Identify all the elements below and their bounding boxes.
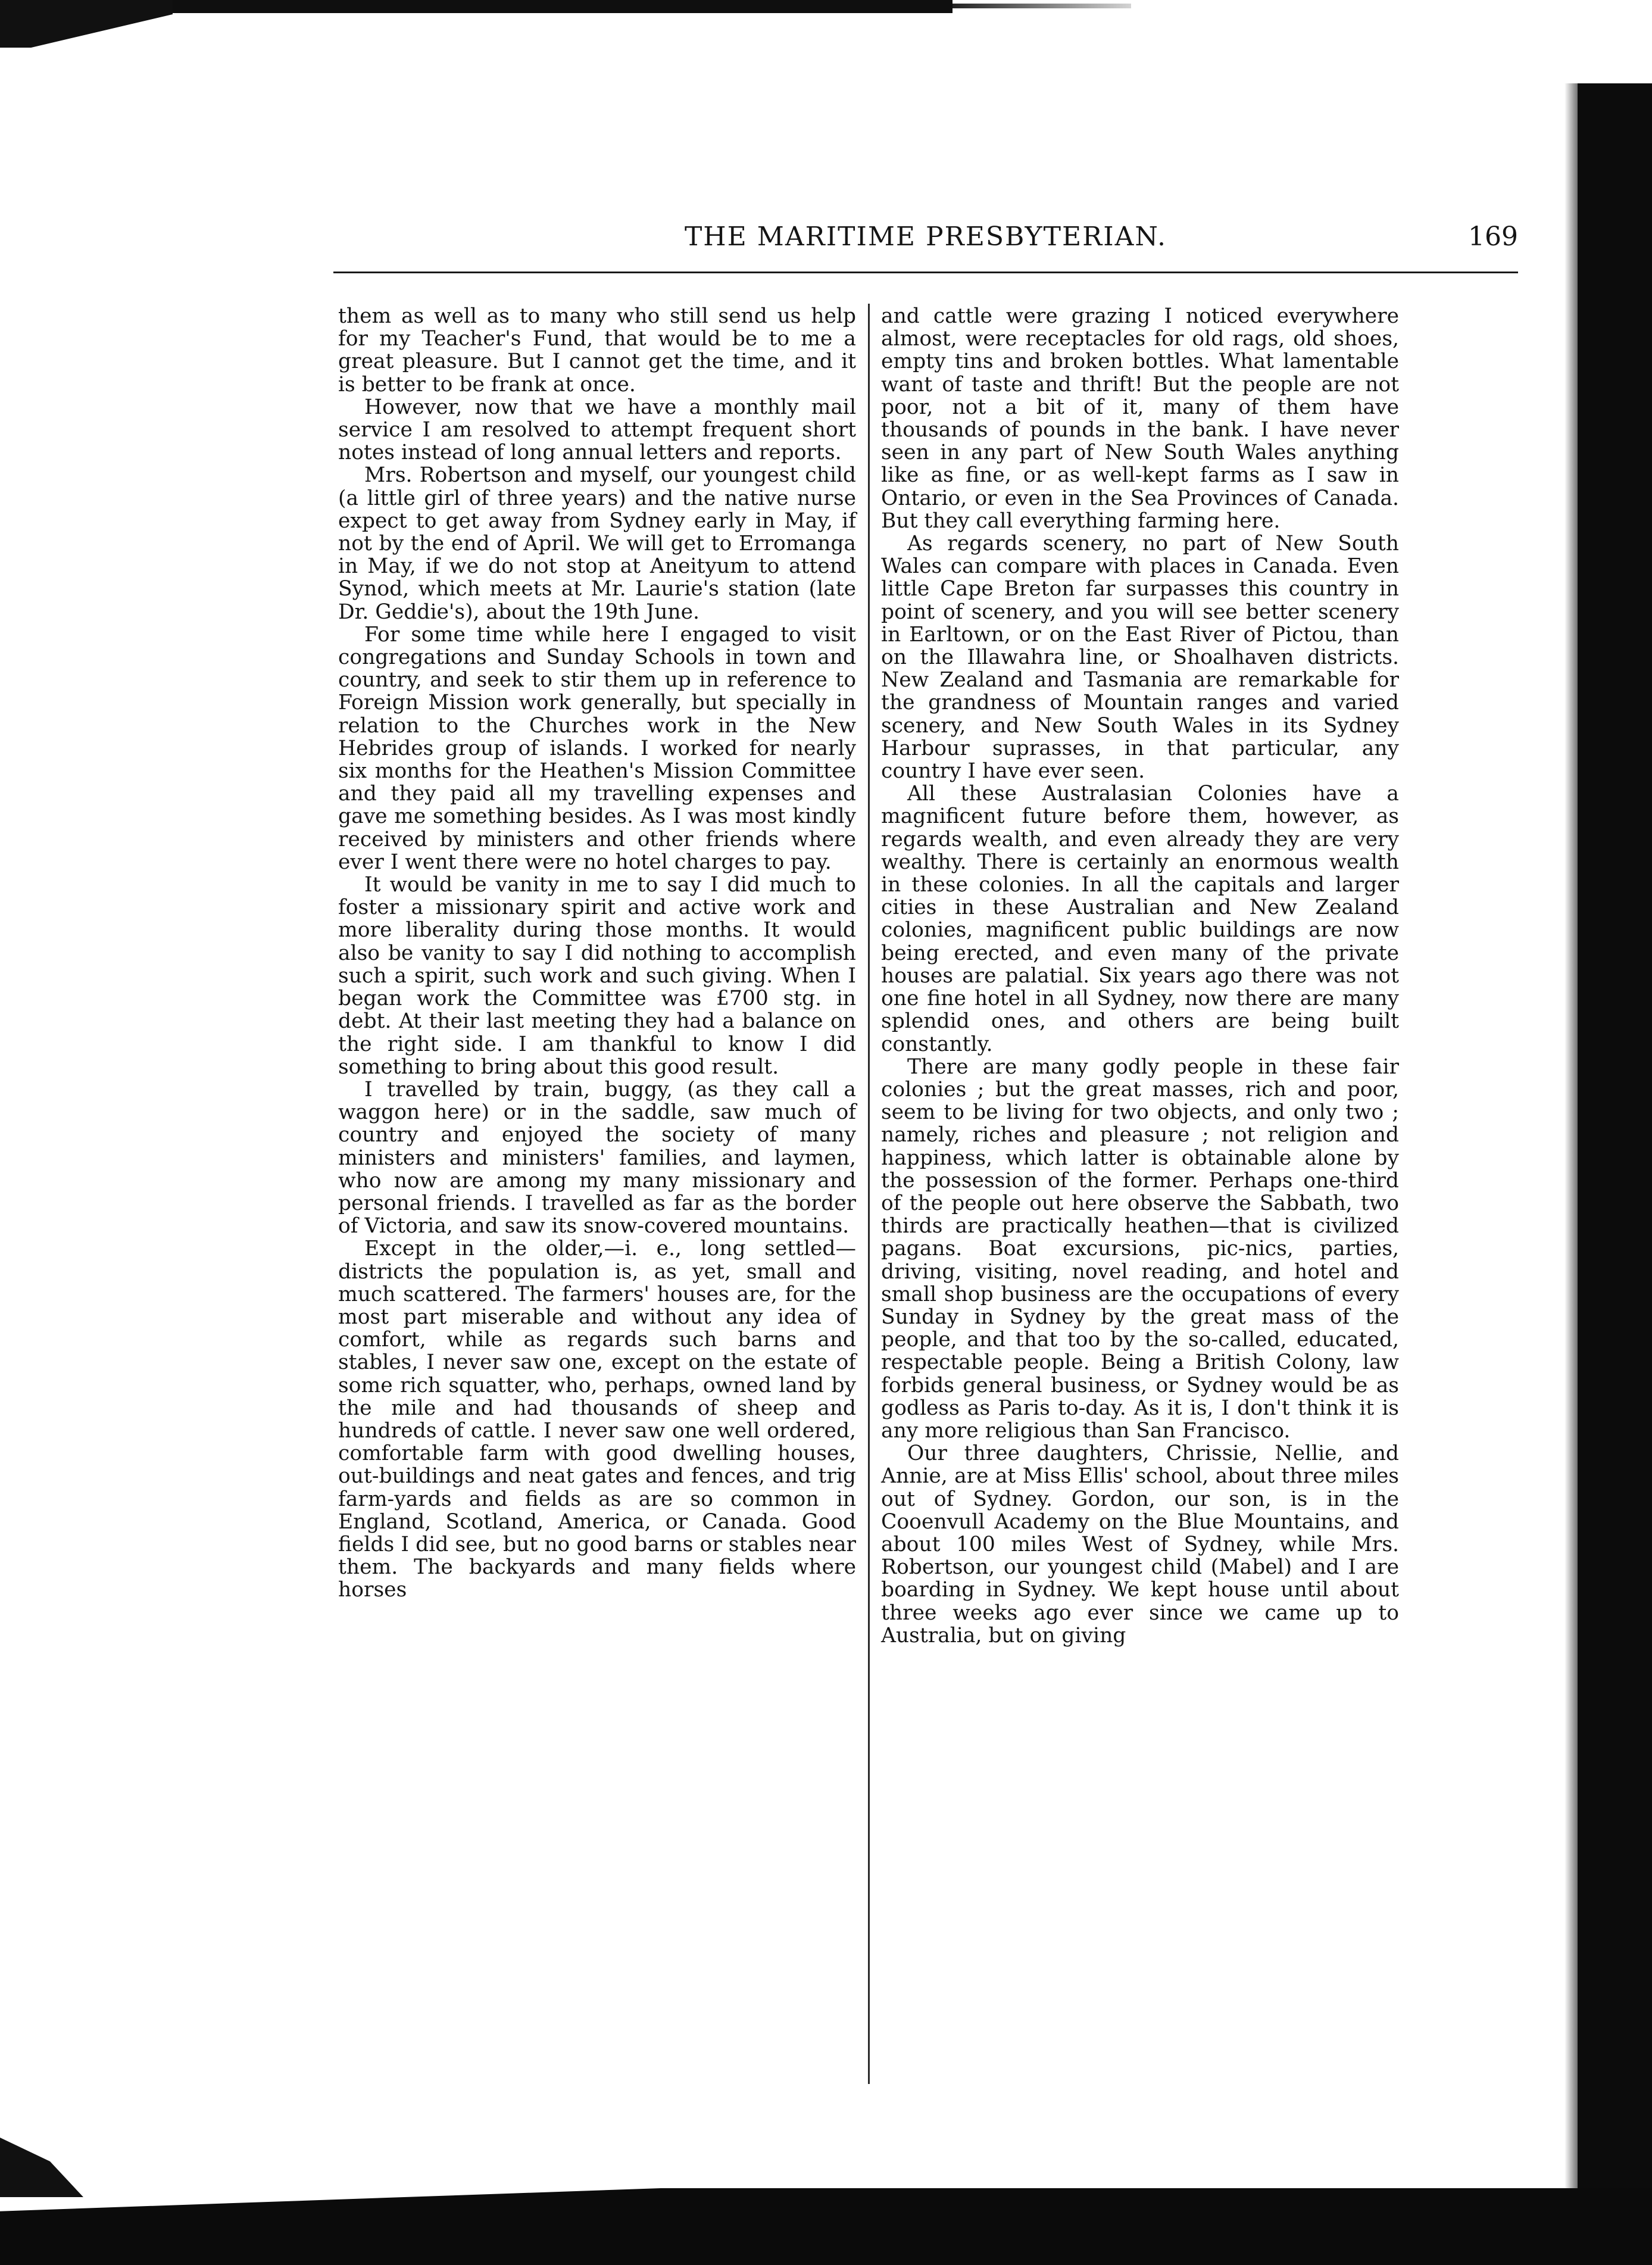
paragraph: However, now that we have a monthly mail service I am resolved to attempt frequent short notes instead of long annual letters and reports. — [338, 395, 856, 465]
paragraph: and cattle were grazing I noticed everywhere almost, were receptacles for old rags, old shoes, empty tins and broken bottles. What lamentable want of taste and thrift! But the people are not poor, not a bit of it, many of them have thousands of pounds in the bank. I have never seen in any part of New South Wales anything like as fine, or as well-kept farms as I saw in Ontario, or even in the Sea Provinces of Canada. But they call everything farming here. — [881, 304, 1399, 533]
journal-title: THE MARITIME PRESBYTERIAN. — [684, 221, 1167, 252]
paragraph: Our three daughters, Chrissie, Nellie, and Annie, are at Miss Ellis' school, about three miles out of Sydney. Gordon, our son, is in the Cooenvull Academy on the Blue Mountains, and about 100 miles West of Sydney, while Mrs. Robertson, our youngest child (Mabel) and I are boarding in Sydney. We kept house until about three weeks ago ever since we came up to Australia, but on giving — [881, 1442, 1399, 1648]
paragraph: Mrs. Robertson and myself, our youngest child (a little girl of three years) and the native nurse expect to get away from Sydney early in May, if not by the end of April. We will get to Erromanga in May, if we do not stop at Aneityum to attend Synod, which meets at Mr. Laurie's station (late Dr. Geddie's), about the 19th June. — [338, 463, 856, 624]
scan-border-right — [1578, 83, 1652, 2265]
header-rule — [333, 272, 1518, 273]
paragraph: As regards scenery, no part of New South Wales can compare with places in Canada. Even little Cape Breton far surpasses this country in point of scenery, and you will see better scenery in Earltown, or on the East River of Pictou, than on the Illawahra line, or Shoalhaven districts. New Zealand and Tasmania are remarkable for the grandness of Mountain ranges and varied scenery, and New South Wales in its Sydney Harbour suprasses, in that particular, any country I have ever seen. — [881, 532, 1399, 784]
paragraph: All these Australasian Colonies have a magnificent future before them, however, as regards wealth, and even already they are very wealthy. There is certainly an enormous wealth in these colonies. In all the capitals and larger cities in these Australian and New Zealand colonies, magnificent public buildings are now being erected, and even many of the private houses are palatial. Six years ago there was not one fine hotel in all Sydney, now there are many splendid ones, and others are being built constantly. — [881, 782, 1399, 1056]
paragraph: Except in the older,—i. e., long settled—districts the population is, as yet, small and much scattered. The farmers' houses are, for the most part miserable and without any idea of comfort, while as regards such barns and stables, I never saw one, except on the estate of some rich squatter, who, perhaps, owned land by the mile and had thousands of sheep and hundreds of cattle. I never saw one well ordered, comfortable farm with good dwelling houses, out-buildings and neat gates and fences, and trig farm-yards and fields as are so common in England, Scotland, America, or Canada. Good fields I did see, but no good barns or stables near them. The backyards and many fields where horses — [338, 1237, 856, 1602]
scan-edge-left — [0, 2138, 83, 2197]
right-column — [881, 305, 1399, 1647]
scan-border-top-fade — [953, 4, 1131, 8]
paragraph: There are many godly people in these fair colonies ; but the great masses, rich and poor, seem to be living for two objects, and only two ; namely, riches and pleasure ; not religion and happiness, which latter is obtainable alone by the possession of the former. Perhaps one-third of the people out here observe the Sabbath, two thirds are practically heathen—that is civilized pagans. Boat excursions, pic-nics, parties, driving, visiting, novel reading, and hotel and small shop business are the occupations of every Sunday in Sydney by the great mass of the people, and that too by the so-called, educated, respectable people. Being a British Colony, law forbids general business, or Sydney would be as godless as Paris to-day. As it is, I don't think it is any more religious than San Francisco. — [881, 1054, 1399, 1443]
scan-border-bottom — [0, 2188, 1652, 2265]
paragraph: For some time while here I engaged to visit congregations and Sunday Schools in town and country, and seek to stir them up in reference to Foreign Mission work generally, but specially in relation to the Churches work in the New Hebrides group of islands. I worked for nearly six months for the Heathen's Mission Committee and they paid all my travelling expenses and gave me something besides. As I was most kindly received by ministers and other friends where ever I went there were no hotel charges to pay. — [338, 622, 856, 874]
paragraph: I travelled by train, buggy, (as they call a waggon here) or in the saddle, saw much of country and enjoyed the society of many ministers and ministers' families, and laymen, who now are among my many missionary and personal friends. I travelled as far as the border of Victoria, and saw its snow-covered mountains. — [338, 1077, 856, 1238]
paragraph: them as well as to many who still send us help for my Teacher's Fund, that would be to me a great pleasure. But I cannot get the time, and it is better to be frank at once. — [338, 304, 856, 397]
column-divider — [868, 304, 870, 2084]
paragraph: It would be vanity in me to say I did much to foster a missionary spirit and active work and more liberality during those months. It would also be vanity to say I did nothing to accomplish such a spirit, such work and such giving. When I began work the Committee was £700 stg. in debt. At their last meeting they had a balance on the right side. I am thankful to know I did something to bring about this good result. — [338, 873, 856, 1079]
left-column — [338, 305, 856, 1602]
running-header — [333, 221, 1518, 260]
scan-fold-corner — [0, 0, 173, 48]
page-number: 169 — [1468, 221, 1518, 252]
scan-shadow-right — [1564, 83, 1578, 2265]
